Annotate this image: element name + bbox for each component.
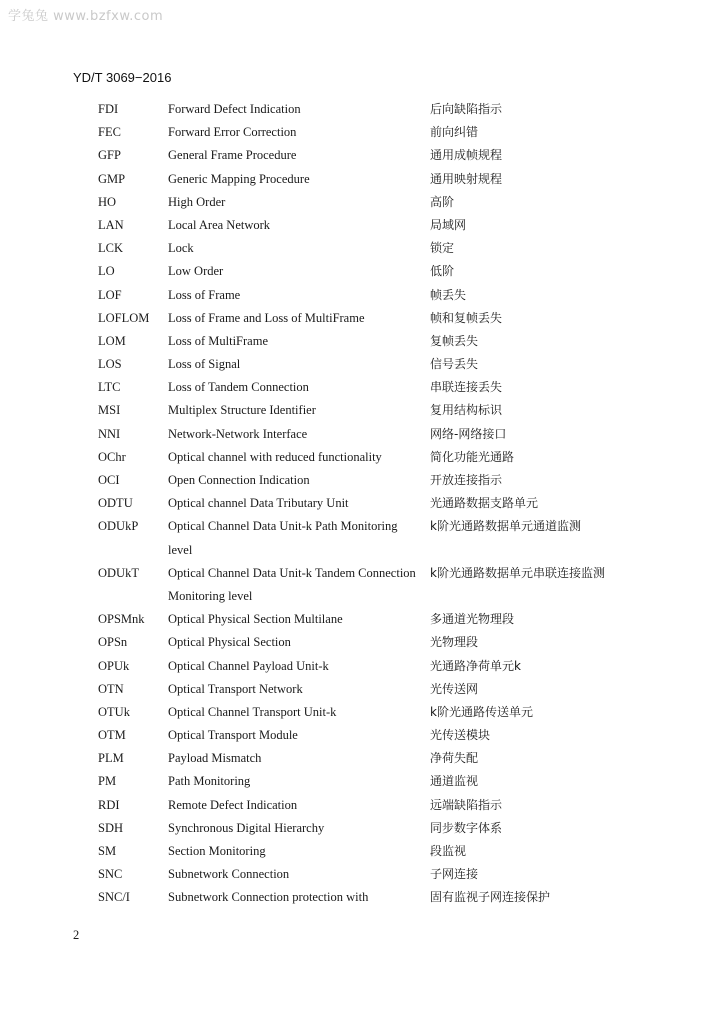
abbreviation-chinese: 高阶 [430, 194, 455, 209]
abbreviation-term: ODUkP [98, 519, 139, 534]
abbreviation-chinese: 子网连接 [430, 867, 479, 882]
abbreviation-english: Optical Physical Section Multilane [168, 612, 343, 627]
abbreviation-chinese: 帧丢失 [430, 287, 467, 302]
abbreviation-row [0, 817, 724, 840]
abbreviation-english: Optical Channel Transport Unit-k [168, 704, 337, 719]
abbreviation-term: OTM [98, 728, 126, 743]
abbreviation-term: RDI [98, 797, 120, 812]
abbreviation-term: OPUk [98, 658, 130, 673]
abbreviation-term: LAN [98, 217, 124, 232]
abbreviation-english: Path Monitoring [168, 774, 251, 789]
abbreviation-english: Section Monitoring [168, 844, 266, 859]
abbreviation-english: Loss of Signal [168, 357, 241, 372]
abbreviation-term: FEC [98, 125, 121, 140]
abbreviation-term: HO [98, 194, 117, 209]
abbreviation-term: LCK [98, 241, 123, 256]
abbreviation-row [0, 562, 724, 608]
abbreviation-term: MSI [98, 403, 121, 418]
abbreviation-chinese: 远端缺陷指示 [430, 797, 503, 812]
abbreviation-chinese: 低阶 [430, 264, 455, 279]
abbreviation-row [0, 492, 724, 515]
abbreviation-term: LO [98, 264, 115, 279]
abbreviation-english: Loss of Frame and Loss of MultiFrame [168, 310, 365, 325]
abbreviation-english: Network-Network Interface [168, 426, 308, 441]
abbreviation-english: Local Area Network [168, 217, 271, 232]
abbreviation-term: PLM [98, 751, 124, 766]
document-code: YD/T 3069−2016 [73, 70, 172, 85]
abbreviation-chinese: k阶光通路数据单元通道监测 [430, 519, 581, 534]
abbreviation-row [0, 770, 724, 793]
abbreviation-term: SNC [98, 867, 123, 882]
abbreviation-chinese: 光物理段 [430, 635, 479, 650]
abbreviation-row [0, 144, 724, 167]
abbreviation-chinese: 光传送网 [430, 681, 479, 696]
abbreviation-english: Optical Channel Data Unit-k Path Monitoring level [168, 519, 398, 557]
abbreviation-chinese: 通道监视 [430, 774, 479, 789]
abbreviation-row [0, 121, 724, 144]
abbreviation-term: LOFLOM [98, 310, 150, 325]
abbreviation-row [0, 678, 724, 701]
abbreviation-term: GFP [98, 148, 121, 163]
abbreviation-term: OTUk [98, 704, 130, 719]
abbreviation-term: FDI [98, 102, 119, 116]
abbreviation-row [0, 446, 724, 469]
abbreviation-term: LTC [98, 380, 121, 395]
abbreviation-english: Optical Channel Payload Unit-k [168, 658, 329, 673]
abbreviation-term: ODUkT [98, 565, 139, 580]
abbreviation-term: SM [98, 844, 117, 859]
abbreviation-chinese: 帧和复帧丢失 [430, 310, 503, 325]
abbreviation-row [0, 701, 724, 724]
abbreviation-chinese: 串联连接丢失 [430, 380, 503, 395]
abbreviation-english: High Order [168, 194, 226, 209]
abbreviation-term: OPSMnk [98, 612, 145, 627]
abbreviation-english: Loss of MultiFrame [168, 333, 268, 348]
abbreviation-english: Forward Defect Indication [168, 102, 301, 116]
abbreviation-chinese: 后向缺陷指示 [430, 102, 503, 116]
abbreviation-english: Open Connection Indication [168, 473, 310, 487]
abbreviation-row [0, 863, 724, 886]
abbreviation-term: OTN [98, 681, 124, 696]
abbreviation-chinese: 光通路数据支路单元 [430, 496, 539, 511]
abbreviation-row [0, 631, 724, 654]
abbreviation-term: LOS [98, 357, 122, 372]
abbreviation-chinese: k阶光通路数据单元串联连接监测 [430, 565, 605, 580]
abbreviation-term: GMP [98, 171, 126, 186]
abbreviation-row [0, 237, 724, 260]
abbreviation-english: Generic Mapping Procedure [168, 171, 310, 186]
abbreviation-chinese: 同步数字体系 [430, 820, 503, 835]
abbreviation-row [0, 423, 724, 446]
abbreviation-row [0, 469, 724, 492]
abbreviation-english: Optical Transport Network [168, 681, 303, 696]
abbreviation-chinese: k阶光通路传送单元 [430, 704, 533, 719]
abbreviation-row [0, 98, 724, 121]
abbreviation-row [0, 330, 724, 353]
abbreviation-term: PM [98, 774, 117, 789]
abbreviation-english: Loss of Tandem Connection [168, 380, 309, 395]
abbreviation-english: Loss of Frame [168, 287, 241, 302]
abbreviation-row [0, 655, 724, 678]
abbreviation-row [0, 307, 724, 330]
abbreviation-term: OChr [98, 449, 126, 464]
abbreviation-row [0, 724, 724, 747]
abbreviation-row [0, 515, 724, 561]
abbreviation-chinese: 前向纠错 [430, 125, 479, 140]
abbreviation-chinese: 净荷失配 [430, 751, 479, 766]
abbreviation-chinese: 通用映射规程 [430, 171, 503, 186]
abbreviation-english: Optical channel with reduced functionality [168, 449, 382, 464]
abbreviation-term: LOF [98, 287, 122, 302]
watermark: 学兔兔 www.bzfxw.com [8, 9, 164, 24]
abbreviation-english: Remote Defect Indication [168, 797, 298, 812]
abbreviation-english: Subnetwork Connection [168, 867, 290, 882]
abbreviation-chinese: 简化功能光通路 [430, 449, 515, 464]
abbreviation-english: Synchronous Digital Hierarchy [168, 820, 325, 835]
abbreviation-english: Optical Channel Data Unit-k Tandem Connection Monitoring level [168, 565, 416, 603]
abbreviation-row [0, 886, 724, 909]
abbreviation-row [0, 840, 724, 863]
abbreviation-english: Lock [168, 241, 194, 256]
abbreviation-row [0, 747, 724, 770]
abbreviation-chinese: 局域网 [430, 217, 467, 232]
abbreviation-row [0, 284, 724, 307]
abbreviation-term: OCI [98, 473, 120, 487]
abbreviation-english: Forward Error Correction [168, 125, 297, 140]
abbreviation-chinese: 通用成帧规程 [430, 148, 503, 163]
abbreviation-list [0, 98, 724, 910]
abbreviation-row [0, 608, 724, 631]
abbreviation-chinese: 信号丢失 [430, 357, 479, 372]
abbreviation-chinese: 固有监视子网连接保护 [430, 890, 551, 905]
abbreviation-english: Optical Physical Section [168, 635, 291, 650]
abbreviation-english: Optical Transport Module [168, 728, 298, 743]
abbreviation-term: SDH [98, 820, 124, 835]
abbreviation-chinese: 段监视 [430, 844, 467, 859]
abbreviation-chinese: 开放连接指示 [430, 473, 503, 487]
abbreviation-english: General Frame Procedure [168, 148, 297, 163]
abbreviation-row [0, 168, 724, 191]
abbreviation-english: Optical channel Data Tributary Unit [168, 496, 349, 511]
abbreviation-term: OPSn [98, 635, 128, 650]
abbreviation-row [0, 399, 724, 422]
abbreviation-row [0, 353, 724, 376]
abbreviation-term: LOM [98, 333, 126, 348]
page-number: 2 [73, 928, 80, 942]
abbreviation-term: SNC/I [98, 890, 130, 905]
abbreviation-english: Payload Mismatch [168, 751, 262, 766]
abbreviation-row [0, 191, 724, 214]
abbreviation-row [0, 214, 724, 237]
abbreviation-chinese: 光通路净荷单元k [430, 658, 521, 673]
abbreviation-chinese: 复用结构标识 [430, 403, 503, 418]
abbreviation-english: Low Order [168, 264, 224, 279]
abbreviation-term: ODTU [98, 496, 133, 511]
abbreviation-term: NNI [98, 426, 121, 441]
abbreviation-chinese: 多通道光物理段 [430, 612, 515, 627]
abbreviation-chinese: 网络-网络接口 [430, 426, 507, 441]
abbreviation-row [0, 260, 724, 283]
abbreviation-chinese: 光传送模块 [430, 728, 491, 743]
abbreviation-row [0, 794, 724, 817]
abbreviation-chinese: 复帧丢失 [430, 333, 479, 348]
abbreviation-english: Multiplex Structure Identifier [168, 403, 316, 418]
abbreviation-row [0, 376, 724, 399]
abbreviation-english: Subnetwork Connection protection with [168, 890, 369, 905]
abbreviation-chinese: 锁定 [430, 241, 455, 256]
